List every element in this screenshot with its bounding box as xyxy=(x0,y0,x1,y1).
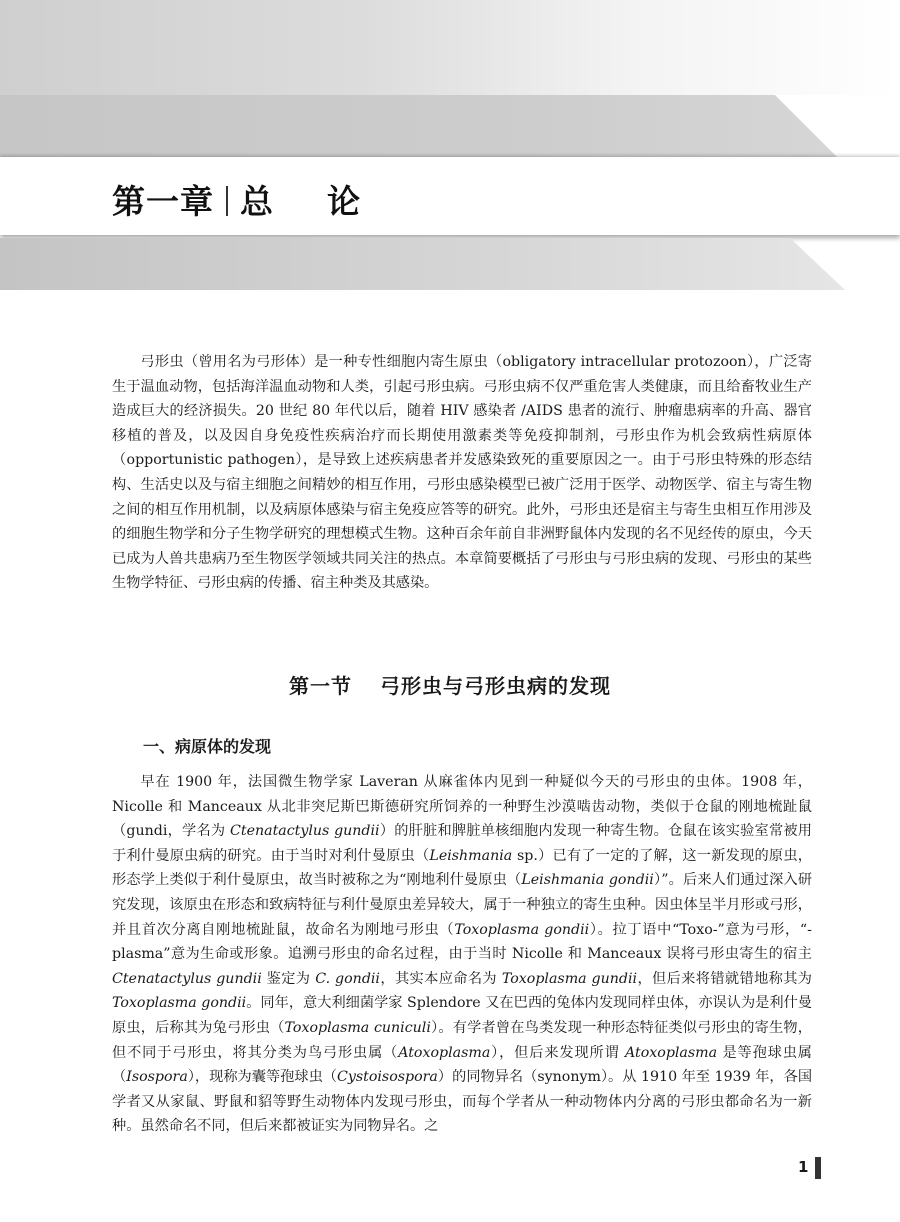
subsection-heading: 一、病原体的发现 xyxy=(143,737,272,756)
header-band-dark xyxy=(0,95,900,160)
scientific-name: Toxoplasma cuniculi xyxy=(284,1019,431,1036)
scientific-name: Leishmania xyxy=(429,847,513,864)
chapter-title xyxy=(112,176,414,223)
body-text-segment: 早在 1900 年，法国微生物学家 Laveran 从麻雀体内见到一种疑似今天的弓形虫的虫体。1908 年，Nicolle 和 Manceaux 从北非突尼斯巴斯德研究所饲养的一种野生沙漠啮齿动物，类似于仓鼠的刚地梳趾鼠（gundi，学名为 xyxy=(112,774,812,840)
header-band-light xyxy=(0,0,900,95)
header-band-lower xyxy=(0,238,900,290)
page-number-marker xyxy=(815,1157,821,1179)
body-text-segment: ）”。后来人们通过深入研究发现，该原虫在形态和致病特征与利什曼原虫差异较大，属于一种独立的寄生虫种。因虫体呈半月形或弓形，并且首次分离自刚地梳趾鼠，故命名为刚地弓形虫（ xyxy=(112,872,813,938)
body-text-segment: ，其实本应命名为 xyxy=(379,970,502,987)
body-text-segment: ），现称为囊等孢球虫（ xyxy=(187,1069,337,1086)
scientific-name: Isospora xyxy=(126,1069,188,1086)
scientific-name: C. gondii xyxy=(315,970,380,987)
body-text-segment: 鉴定为 xyxy=(261,970,316,987)
body-text-segment: 是等孢球虫属（ xyxy=(112,1044,812,1086)
body-text-segment: ）的肝脏和脾脏单核细胞内发现一种寄生物。仓鼠在该实验室常被用于利什曼原虫病的研究。由于当时对利什曼原虫（ xyxy=(112,823,812,864)
scientific-name: Ctenatactylus gundii xyxy=(230,823,380,840)
body-text-segment: ）的同物异名（synonym）。从 1910 年至 1939 年，各国学者又从家鼠、野鼠和貂等野生动物体内发现弓形虫，而每个学者从一种动物体内分离的弓形虫都命名为一新种。虽然命名不同，但后来都被证实为同物异名。之 xyxy=(112,1069,813,1135)
body-text-segment: 。同年，意大利细菌学家 Splendore 又在巴西的兔体内发现同样虫体，亦误认为是利什曼原虫，后称其为兔弓形虫（ xyxy=(112,995,812,1036)
scientific-name: Toxoplasma gondii xyxy=(112,995,247,1012)
chapter-name: 总论 xyxy=(240,182,414,221)
body-paragraph xyxy=(112,770,812,1139)
body-text-segment: ，但后来将错就错地称其为 xyxy=(637,970,812,987)
scientific-name: Toxoplasma gundii xyxy=(501,970,638,987)
page-number: 1 xyxy=(798,1158,809,1176)
scientific-name: Atoxoplasma xyxy=(625,1044,718,1061)
scientific-name: Cystoisospora xyxy=(336,1069,438,1086)
body-text-segment: ）。有学者曾在鸟类发现一种形态特征类似弓形虫的寄生物，但不同于弓形虫，将其分类为鸟弓形虫属（ xyxy=(112,1019,812,1061)
intro-paragraph: 弓形虫（曾用名为弓形体）是一种专性细胞内寄生原虫（obligatory intracellular protozoon），广泛寄生于温血动物，包括海洋温血动物和人类，引起弓形虫病。弓形虫病不仅严重危害人类健康，而且给畜牧业生产造成巨大的经济损失。20 世纪 80 年代以后，随着 HIV 感染者 /AIDS 患者的流行、肿瘤患病率的升高、器官移植的普及，以及因自身免疫性疾病治疗而长期使用激素类等免疫抑制剂，弓形虫作为机会致病性病原体（opportunistic pathogen），是导致上述疾病患者并发感染致死的重要原因之一。由于弓形虫特殊的形态结构、生活史以及与宿主细胞之间精妙的相互作用，弓形虫感染模型已被广泛用于医学、动物医学、宿主与寄生物之间的相互作用机制，以及病原体感染与宿主免疫应答等的研究。此外，弓形虫还是宿主与寄生虫相互作用涉及的细胞生物学和分子生物学研究的理想模式生物。这种百余年前自非洲野鼠体内发现的名不见经传的原虫，今天已成为人兽共患病乃至生物医学领域共同关注的热点。本章简要概括了弓形虫与弓形虫病的发现、弓形虫的某些生物学特征、弓形虫病的传播、宿主种类及其感染。 xyxy=(112,354,812,592)
scientific-name: Leishmania gondii xyxy=(521,872,654,889)
body-text-segment: sp.）已有了一定的了解，这一新发现的原虫，形态学上类似于利什曼原虫，故当时被称之为“刚地利什曼原虫（ xyxy=(112,847,812,889)
section-title: 弓形虫与弓形虫病的发现 xyxy=(380,674,611,698)
chapter-separator xyxy=(226,186,228,216)
chapter-label: 第一章 xyxy=(112,182,214,221)
body-text-segment: ），但后来发现所谓 xyxy=(490,1044,626,1061)
scientific-name: Atoxoplasma xyxy=(398,1044,491,1061)
section-number: 第一节 xyxy=(289,674,352,698)
section-heading xyxy=(0,670,900,699)
body-text-segment: ）。拉丁语中“Toxo-”意为弓形，“-plasma”意为生命或形象。追溯弓形虫的命名过程，由于当时 Nicolle 和 Manceaux 误将弓形虫寄生的宿主 xyxy=(112,921,812,963)
scientific-name: Ctenatactylus gundii xyxy=(112,970,262,987)
scientific-name: Toxoplasma gondii xyxy=(454,921,590,938)
